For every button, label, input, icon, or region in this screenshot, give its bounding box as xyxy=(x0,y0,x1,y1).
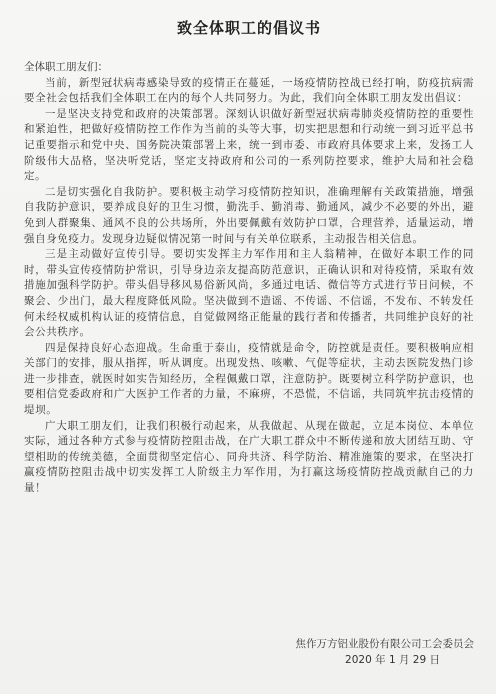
signature-date: 2020 年 1 月 29 日 xyxy=(345,654,440,666)
paragraph-four: 四是保持良好心态迎战。生命重于泰山，疫情就是命令，防控就是责任。要积极响应相关部门的安排，服从指挥，听从调度。出现发热、咳嗽、气促等症状，主动去医院发热门诊进一步排查，就医时如实告知经历，全程佩戴口罩，注意防护。既要树立科学防护意识，也要相信党委政府和广大医护工作者的力量，不麻痹，不恐慌，不信谣，共同筑牢抗击疫情的堤坝。 xyxy=(24,341,474,417)
signature-block xyxy=(296,636,475,668)
paragraph-three: 三是主动做好宣传引导。要切实发挥主力军作用和主人翁精神，在做好本职工作的同时，带头宣传疫情防护常识，引导身边亲友提高防范意识，正确认识和对待疫情，采取有效措施加强科学防护。带头倡导移风易俗新风尚，多通过电话、微信等方式进行节日问候，不聚会、少出门，最大程度降低风险。坚决做到不造谣、不传谣、不信谣，不发布、不转发任何未经权威机构认证的疫情信息，自觉做网络正能量的践行者和传播者，共同维护良好的社会公共秩序。 xyxy=(24,248,474,339)
paragraph-one: 一是坚决支持党和政府的决策部署。深刻认识做好新型冠状病毒肺炎疫情防控的重要性和紧迫性，把做好疫情防控工作作为当前的头等大事，切实把思想和行动统一到习近平总书记重要指示和党中央、国务院决策部署上来，统一到市委、市政府具体要求上来，发扬工人阶级伟大品格，坚决听党话，坚定支持政府和公司的一系列防控要求，维护大局和社会稳定。 xyxy=(24,107,474,183)
document-title: 致全体职工的倡议书 xyxy=(176,19,321,37)
signature-organization: 焦作万方铝业股份有限公司工会委员会 xyxy=(295,638,474,650)
salutation: 全体职工朋友们： xyxy=(24,61,108,73)
paragraph-closing: 广大职工朋友们，让我们积极行动起来，从我做起、从现在做起，立足本岗位、本单位实际，通过各种方式参与疫情防控阻击战，在广大职工群众中不断传递和放大团结互助、守望相助的传统美德，全面贯彻坚定信心、同舟共济、科学防治、精准施策的要求，在坚决打赢疫情防控阻击战中切实发挥工人阶级主力军作用，为打赢这场疫情防控战贡献自己的力量！ xyxy=(24,419,474,495)
paragraph-intro: 当前，新型冠状病毒感染导致的疫情正在蔓延，一场疫情防控战已经打响，防疫抗病需要全社会包括我们全体职工在内的每个人共同努力。为此，我们向全体职工朋友发出倡议： xyxy=(24,76,474,105)
paragraph-two: 二是切实强化自我防护。要积极主动学习疫情防控知识，准确理解有关政策措施，增强自我防护意识，要养成良好的卫生习惯，勤洗手、勤消毒、勤通风，减少不必要的外出，避免到人群聚集、通风不良的公共场所，外出要佩戴有效防护口罩，合理营养，适量运动，增强自身免疫力。发现身边疑似情况第一时间与有关单位联系，主动报告相关信息。 xyxy=(24,185,474,245)
